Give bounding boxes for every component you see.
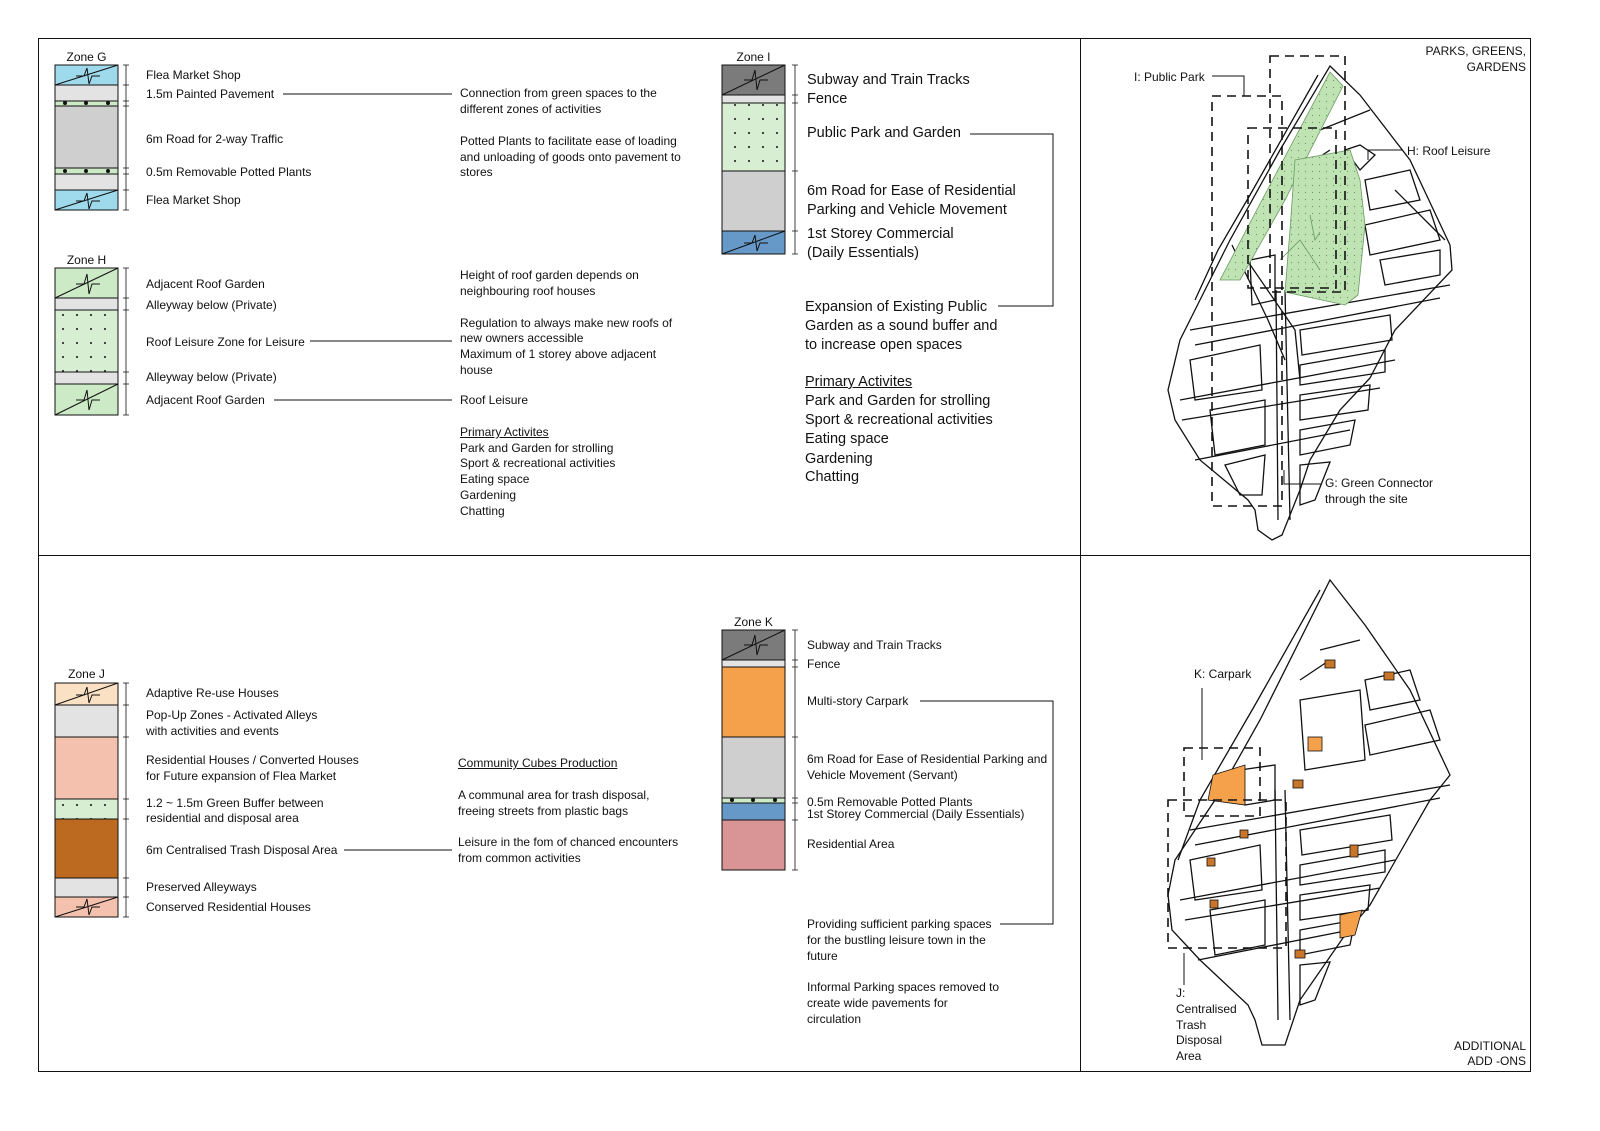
zone-h-label-3: Roof Leisure Zone for Leisure [146, 335, 305, 349]
zone-h-activity-1: Park and Garden for strolling [460, 441, 614, 455]
zone-j-label-7: residential and disposal area [146, 811, 299, 825]
zone-k-label-8: Residential Area [807, 837, 895, 851]
zone-i-activity-3: Eating space [805, 431, 889, 447]
zone-i-note-3: to increase open spaces [805, 337, 963, 353]
zone-j-note-4: from common activities [458, 851, 581, 865]
zone-k-note-3: future [807, 949, 838, 963]
map-label-green-connector-1: G: Green Connector [1325, 476, 1434, 490]
zone-h-note-3: Regulation to always make new roofs of [460, 316, 673, 330]
zone-i-label-5: Parking and Vehicle Movement [807, 202, 1007, 218]
zone-k-label-2: Fence [807, 657, 841, 671]
top-map-corner-1: PARKS, GREENS, [1425, 44, 1526, 58]
zone-h-activity-3: Eating space [460, 472, 530, 486]
bottom-map-corner-2: ADD -ONS [1467, 1054, 1526, 1068]
zone-j-label-9: Preserved Alleyways [146, 880, 257, 894]
zone-j-label-6: 1.2 ~ 1.5m Green Buffer between [146, 796, 324, 810]
zone-h-note-6: house [460, 363, 493, 377]
zone-i-label-4: 6m Road for Ease of Residential [807, 183, 1016, 199]
zone-h-activity-4: Gardening [460, 488, 517, 502]
zone-g-label-2: 1.5m Painted Pavement [146, 87, 275, 101]
zone-k-title: Zone K [734, 615, 773, 629]
zone-k-note-1: Providing sufficient parking spaces [807, 917, 992, 931]
map-label-trash-2: Centralised [1176, 1002, 1237, 1016]
zone-j-label-8: 6m Centralised Trash Disposal Area [146, 843, 338, 857]
zone-h-label-2: Alleyway below (Private) [146, 298, 277, 312]
zone-j-label-5: for Future expansion of Flea Market [146, 769, 337, 783]
zone-h-note-7: Roof Leisure [460, 393, 529, 407]
zone-j-label-2: Pop-Up Zones - Activated Alleys [146, 708, 318, 722]
zone-h-activity-5: Chatting [460, 504, 505, 518]
top-map-corner-2: GARDENS [1466, 60, 1526, 74]
zone-k-note-4: Informal Parking spaces removed to [807, 980, 1000, 994]
zone-h-note-5: Maximum of 1 storey above adjacent [460, 347, 657, 361]
zone-h-title: Zone H [66, 253, 107, 267]
map-label-carpark: K: Carpark [1194, 667, 1252, 681]
map-label-trash-3: Trash [1176, 1018, 1207, 1032]
zone-h-label-1: Adjacent Roof Garden [146, 277, 265, 291]
zone-i-label-3: Public Park and Garden [807, 125, 961, 141]
zone-i-label-7: (Daily Essentials) [807, 245, 919, 261]
zone-i-label-6: 1st Storey Commercial [807, 226, 954, 242]
zone-j-label-10: Conserved Residential Houses [146, 900, 311, 914]
zone-g-label-4: 0.5m Removable Potted Plants [146, 165, 312, 179]
zone-i-note-1: Expansion of Existing Public [805, 299, 988, 315]
zone-h-label-4: Alleyway below (Private) [146, 370, 277, 384]
zone-i-note-2: Garden as a sound buffer and [805, 318, 998, 334]
zone-i-activity-2: Sport & recreational activities [805, 412, 993, 428]
zone-h-note-4: new owners accessible [460, 331, 584, 345]
zone-h-label-5: Adjacent Roof Garden [146, 393, 265, 407]
top-map-green [1220, 72, 1365, 305]
zone-i-label-1: Subway and Train Tracks [807, 72, 970, 88]
zone-j-title: Zone J [68, 667, 105, 681]
zone-i-title: Zone I [736, 50, 771, 64]
map-label-trash-1: J: [1176, 986, 1186, 1000]
zone-g-note-1: Connection from green spaces to the [460, 86, 657, 100]
zone-i-activities-title: Primary Activites [805, 374, 913, 390]
zone-g-title: Zone G [66, 50, 107, 64]
zone-h-note-2: neighbouring roof houses [460, 284, 596, 298]
zone-k-label-3: Multi-story Carpark [807, 694, 909, 708]
map-label-roof-leisure: H: Roof Leisure [1407, 144, 1491, 158]
zone-i-label-2: Fence [807, 91, 848, 107]
zone-k-note-5: create wide pavements for [807, 996, 948, 1010]
zone-g-label-3: 6m Road for 2-way Traffic [146, 132, 284, 146]
zone-g-label-5: Flea Market Shop [146, 193, 241, 207]
zone-g-note-4: and unloading of goods onto pavement to [460, 150, 681, 164]
zone-g-note-5: stores [460, 165, 493, 179]
zone-k-label-5: Vehicle Movement (Servant) [807, 768, 958, 782]
zone-j-label-1: Adaptive Re-use Houses [146, 686, 279, 700]
zone-g-note-2: different zones of activities [460, 102, 602, 116]
zone-k-label-7: 1st Storey Commercial (Daily Essentials) [807, 807, 1025, 821]
zone-k-label-6: 0.5m Removable Potted Plants [807, 795, 973, 809]
zone-j-note-1: A communal area for trash disposal, [458, 788, 650, 802]
map-label-public-park: I: Public Park [1134, 70, 1205, 84]
zone-j-note-3: Leisure in the fom of chanced encounters [458, 835, 679, 849]
zone-g-label-1: Flea Market Shop [146, 68, 241, 82]
map-label-trash-5: Area [1176, 1049, 1202, 1063]
zone-h-activity-2: Sport & recreational activities [460, 456, 616, 470]
zone-k-label-4: 6m Road for Ease of Residential Parking and [807, 752, 1048, 766]
zone-j-note-2: freeing streets from plastic bags [458, 804, 629, 818]
zone-i-activity-4: Gardening [805, 451, 873, 467]
zone-j-production-title: Community Cubes Production [458, 756, 618, 770]
map-label-trash-4: Disposal [1176, 1033, 1223, 1047]
zone-i-activity-1: Park and Garden for strolling [805, 393, 991, 409]
zone-k-label-1: Subway and Train Tracks [807, 638, 942, 652]
zone-k-note-2: for the bustling leisure town in the [807, 933, 986, 947]
map-label-green-connector-2: through the site [1325, 492, 1408, 506]
zone-g-note-3: Potted Plants to facilitate ease of loading [460, 134, 677, 148]
zone-h-activities-title: Primary Activites [460, 425, 549, 439]
zone-j-label-4: Residential Houses / Converted Houses [146, 753, 359, 767]
zone-j-label-3: with activities and events [146, 724, 279, 738]
zone-i-activity-5: Chatting [805, 469, 860, 485]
bottom-map-corner-1: ADDITIONAL [1453, 1039, 1526, 1053]
bottom-map [1168, 580, 1450, 1045]
zone-k-note-6: circulation [807, 1012, 862, 1026]
zone-h-note-1: Height of roof garden depends on [460, 268, 639, 282]
